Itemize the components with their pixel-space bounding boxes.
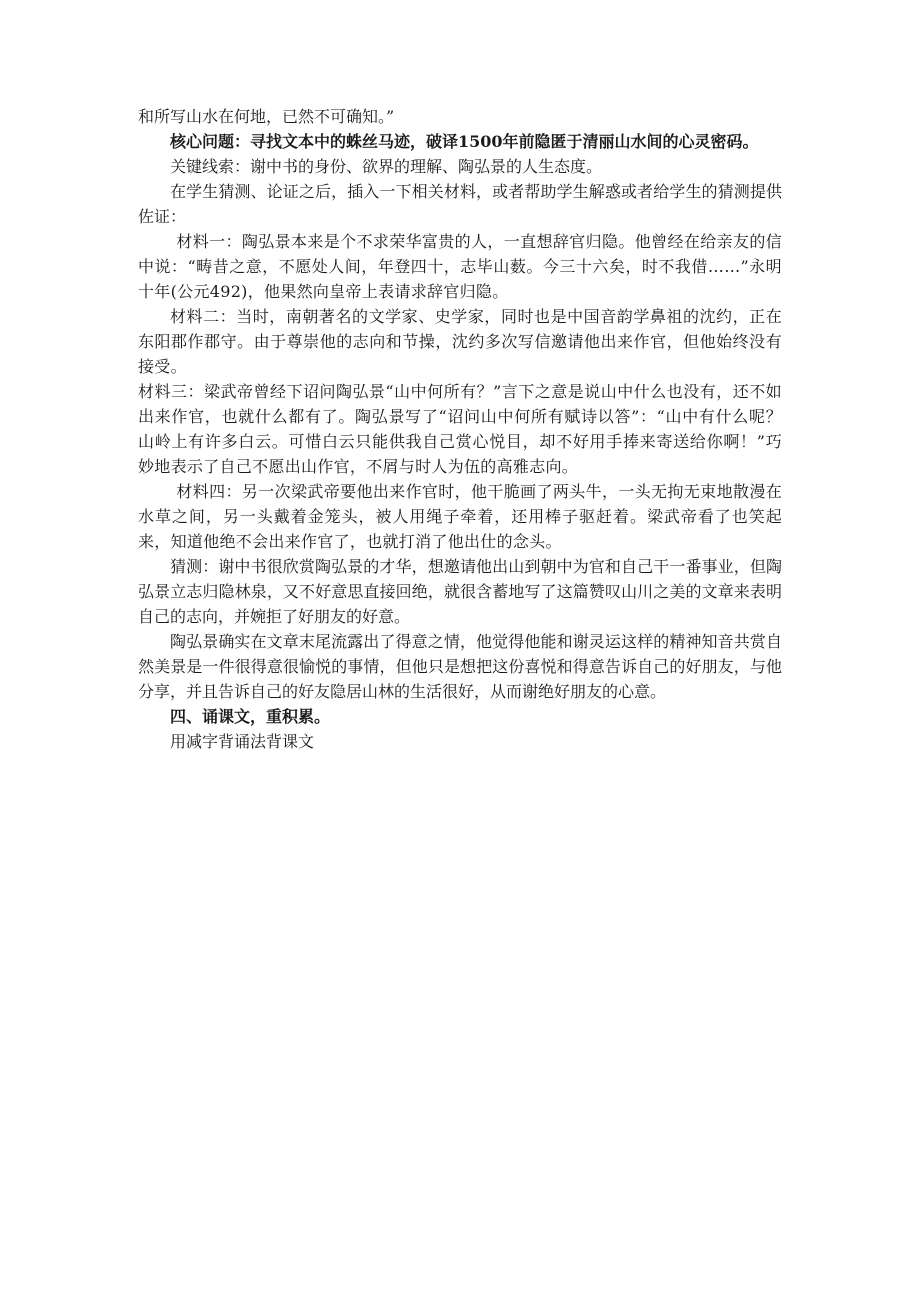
key-clues: 关键线索：谢中书的身份、欲界的理解、陶弘景的人生态度。 <box>170 157 603 176</box>
material-one: 材料一：陶弘景本来是个不求荣华富贵的人，一直想辞官归隐。他曾经在给亲友的信中说：“畴昔之意，不愿处人间，年登四十，志毕山薮。今三十六矣，时不我借……”永明十年(公元492)，他果然向皇帝上表请求辞官归隐。 <box>138 232 782 301</box>
material-four: 材料四：另一次梁武帝要他出来作官时，他干脆画了两头牛，一头无拘无束地散漫在水草之间，另一头戴着金笼头，被人用绳子牵着，还用棒子驱赶着。梁武帝看了也笑起来，知道他绝不会出来作官了，也就打消了他出仕的念头。 <box>138 482 782 551</box>
paragraph-continuation: 和所写山水在何地，已然不可确知。” <box>138 107 395 126</box>
document-page <box>138 104 782 754</box>
teaching-note: 在学生猜测、论证之后，插入一下相关材料，或者帮助学生解惑或者给学生的猜测提供佐证： <box>138 182 782 226</box>
recitation-method: 用减字背诵法背课文 <box>170 732 315 751</box>
section-heading-four: 四、诵课文，重积累。 <box>170 707 331 726</box>
analysis-paragraph: 陶弘景确实在文章末尾流露出了得意之情，他觉得他能和谢灵运这样的精神知音共赏自然美景是一件很得意很愉悦的事情，但他只是想把这份喜悦和得意告诉自己的好朋友，与他分享，并且告诉自己的好友隐居山林的生活很好，从而谢绝好朋友的心意。 <box>138 632 782 701</box>
material-three: 材料三：梁武帝曾经下诏问陶弘景“山中何所有？”言下之意是说山中什么也没有，还不如出来作官，也就什么都有了。陶弘景写了“诏问山中何所有赋诗以答”：“山中有什么呢？山岭上有许多白云。可惜白云只能供我自己赏心悦目，却不好用手捧来寄送给你啊！”巧妙地表示了自己不愿出山作官，不屑与时人为伍的高雅志向。 <box>138 382 782 476</box>
guess-paragraph: 猜测：谢中书很欣赏陶弘景的才华，想邀请他出山到朝中为官和自己干一番事业，但陶弘景立志归隐林泉，又不好意思直接回绝，就很含蓄地写了这篇赞叹山川之美的文章来表明自己的志向，并婉拒了好朋友的好意。 <box>138 557 782 626</box>
core-question: 核心问题：寻找文本中的蛛丝马迹，破译1500年前隐匿于清丽山水间的心灵密码。 <box>170 132 759 151</box>
material-two: 材料二：当时，南朝著名的文学家、史学家，同时也是中国音韵学鼻祖的沈约，正在东阳郡作郡守。由于尊崇他的志向和节操，沈约多次写信邀请他出来作官，但他始终没有接受。 <box>138 307 782 376</box>
